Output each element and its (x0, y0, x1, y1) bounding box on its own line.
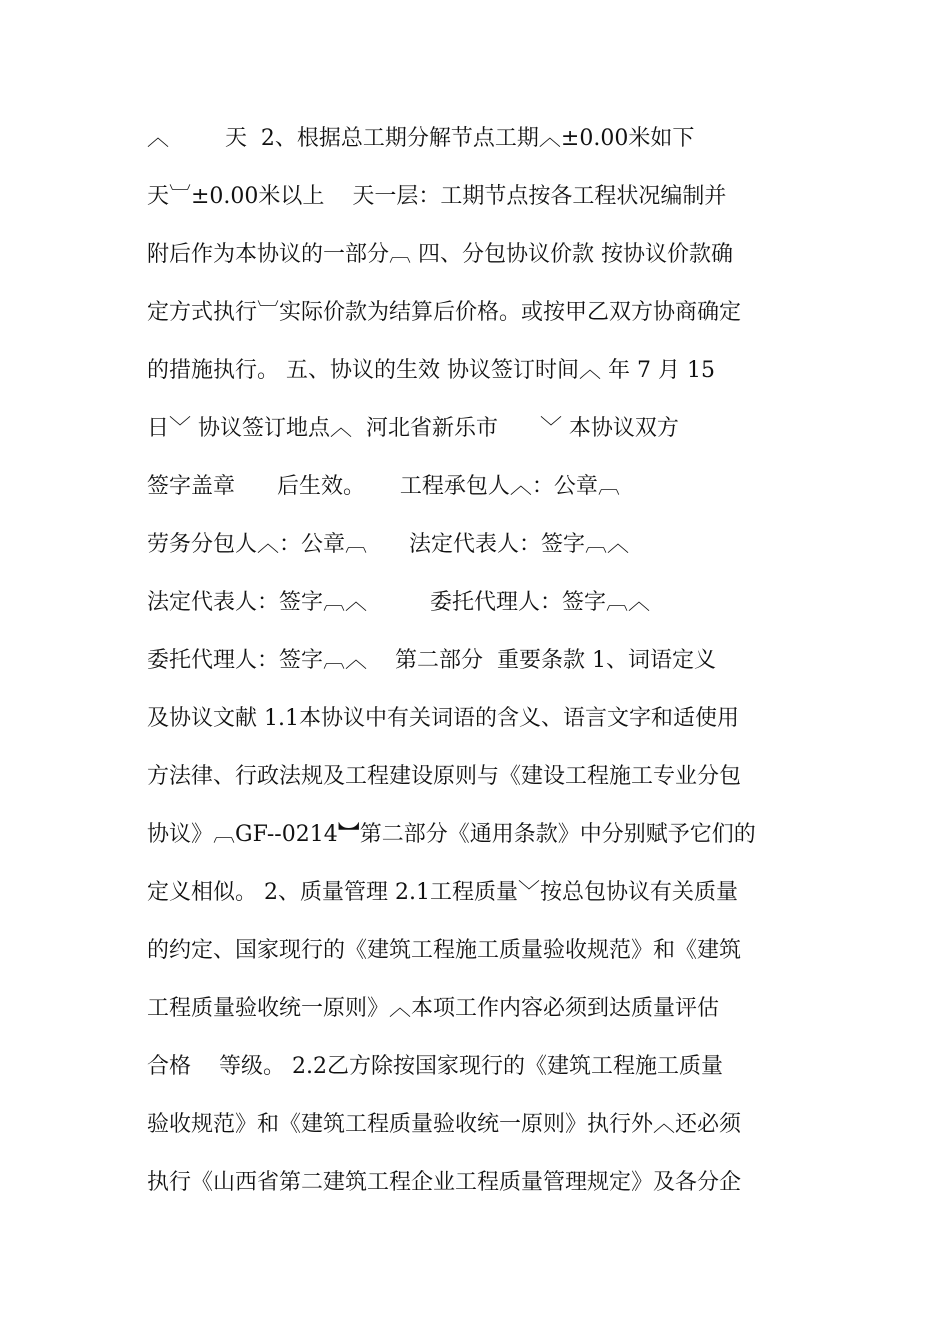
text-line: 方法律、行政法规及工程建设原则与《建设工程施工专业分包 (147, 764, 742, 789)
text-line: 日﹀ 协议签订地点︿ 河北省新乐市 ﹀ 本协议双方 (147, 416, 679, 441)
text-line: 及协议文献 1.1本协议中有关词语的含义、语言文字和适使用 (147, 706, 739, 731)
text-line: 定方式执行︺实际价款为结算后价格。或按甲乙双方协商确定 (147, 300, 742, 325)
text-line: 协议》︹GF--0214︼第二部分《通用条款》中分别赋予它们的 (147, 822, 756, 847)
text-line: 的约定、国家现行的《建筑工程施工质量验收规范》和《建筑 (147, 938, 742, 963)
text-line: 合格 等级。 2.2乙方除按国家现行的《建筑工程施工质量 (147, 1054, 723, 1079)
text-line: 验收规范》和《建筑工程质量验收统一原则》执行外︿还必须 (147, 1112, 742, 1137)
text-line: 的措施执行。 五、协议的生效 协议签订时间︿ 年 7 月 15 (147, 358, 715, 383)
text-line: 执行《山西省第二建筑工程企业工程质量管理规定》及各分企 (147, 1170, 742, 1195)
text-line: 劳务分包人︿：公章︹ 法定代表人：签字︹︿ (147, 532, 629, 557)
text-line: 附后作为本协议的一部分︹ 四、分包协议价款 按协议价款确 (147, 242, 733, 267)
text-line: 天︺±0.00米以上 天一层：工期节点按各工程状况编制并 (147, 184, 727, 209)
text-line: 委托代理人：签字︹︿ 第二部分 重要条款 1、词语定义 (147, 648, 716, 673)
document-body (147, 120, 807, 1222)
text-line: 签字盖章 后生效。 工程承包人︿：公章︹ (147, 474, 620, 499)
text-line: 定义相似。 2、质量管理 2.1工程质量﹀按总包协议有关质量 (147, 880, 738, 905)
text-line: 工程质量验收统一原则》︿本项工作内容必须到达质量评估 (147, 996, 720, 1021)
text-line: ︿ 天 2、根据总工期分解节点工期︿±0.00米如下 (147, 126, 695, 151)
text-line: 法定代表人：签字︹︿ 委托代理人：签字︹︿ (147, 590, 650, 615)
